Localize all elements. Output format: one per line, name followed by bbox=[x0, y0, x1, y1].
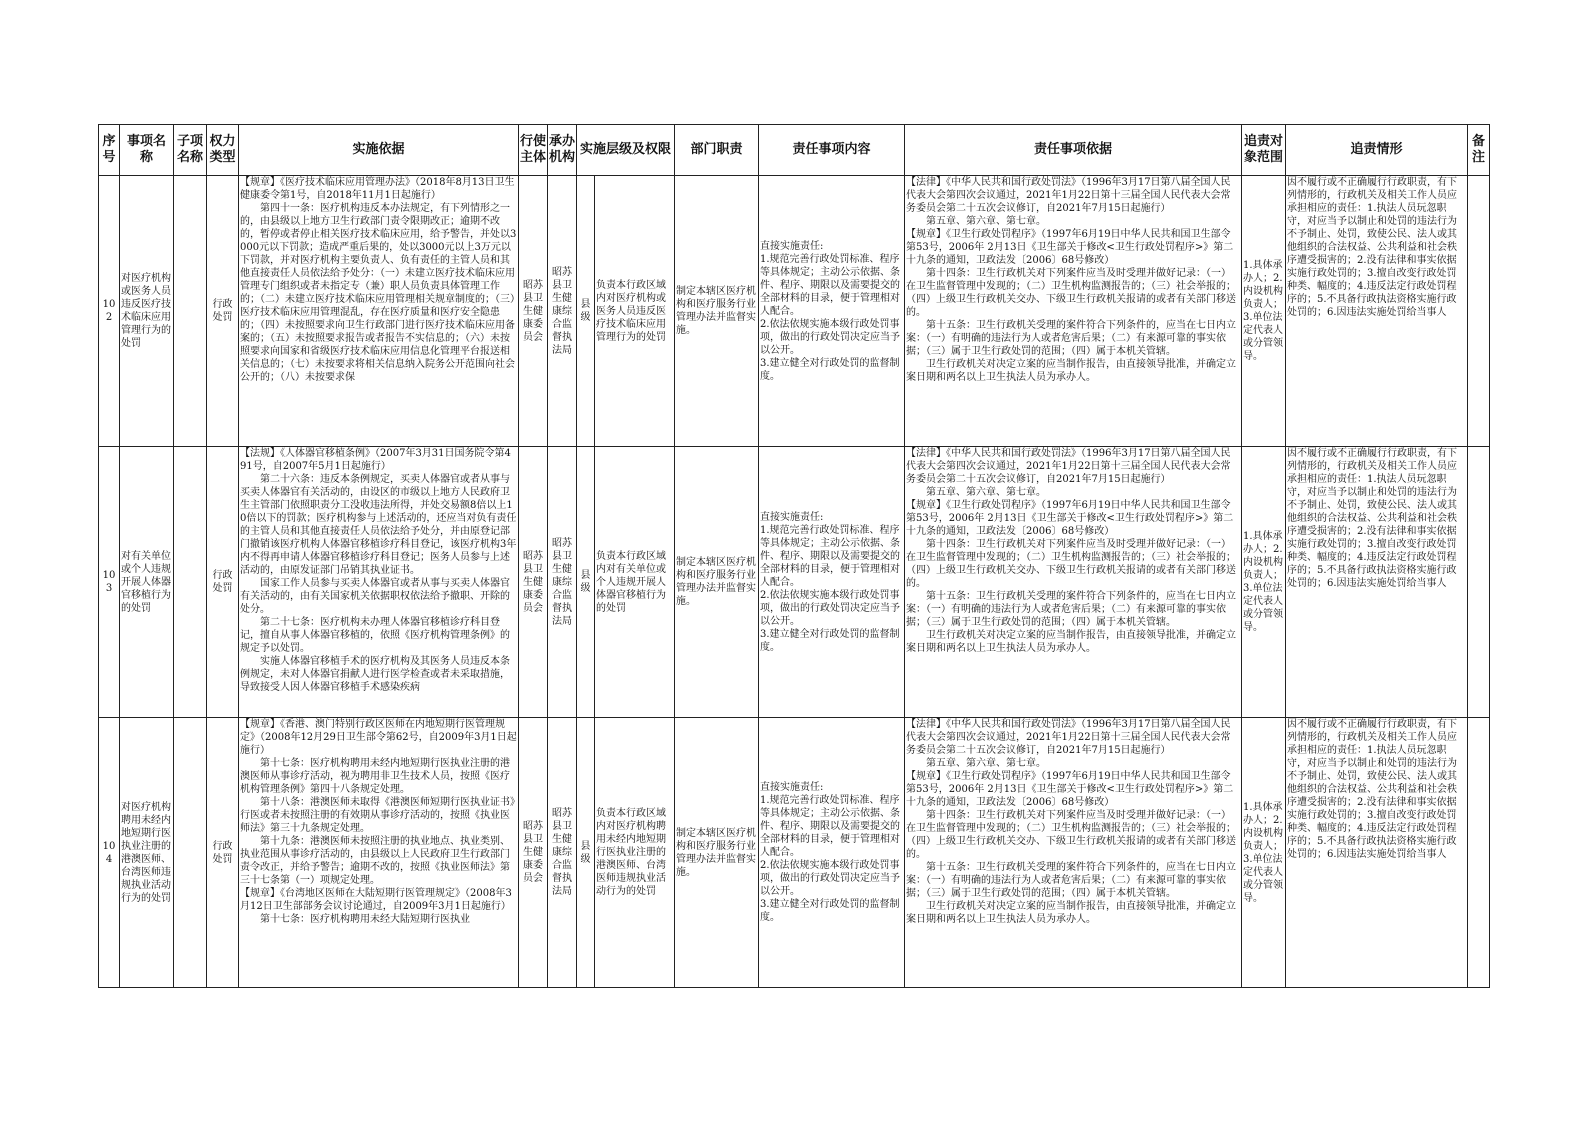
basis-line: 【规章】《医疗技术临床应用管理办法》（2018年8月13日卫生健康委令第1号，自2018年11月1日起施行） bbox=[240, 177, 515, 201]
sub-item-cell bbox=[174, 718, 207, 988]
subject-cell: 昭苏县卫生健康委员会 bbox=[519, 718, 548, 988]
table-row bbox=[99, 176, 1490, 447]
cases-cell: 因不履行或不正确履行行政职责，有下列情形的，行政机关及相关工作人员应承担相应的责任：1.执法人员玩忽职守，对应当予以制止和处罚的违法行为不予制止、处罚，致使公民、法人或其他组织的合法权益、公共利益和社会秩序遭受损害的；2.没有法律和事实依据实施行政处罚的；3.擅自改变行政处罚种类、幅度的；4.违反法定行政处罚程序的；5.不具备行政执法资格实施行政处罚的；6.因违法实施处罚给当事人 bbox=[1286, 176, 1468, 447]
basis-line: 第十八条：港澳医师未取得《港澳医师短期行医执业证书》行医或者未按照注册的有效期从事诊疗活动的，按照《执业医师法》第三十九条规定处理。 bbox=[240, 797, 515, 834]
resp-content-line: 直接实施责任: bbox=[760, 782, 824, 793]
basis-line: 【法规】《人体器官移植条例》（2007年3月31日国务院令第491号，自2007年5月1日起施行） bbox=[240, 448, 511, 472]
header-item-name: 事项名称 bbox=[120, 125, 174, 176]
header-level: 实施层级及权限 bbox=[577, 125, 675, 176]
power-type-cell: 行政处罚 bbox=[207, 176, 239, 447]
header-accountability-cases: 追责情形 bbox=[1286, 125, 1468, 176]
remarks-cell bbox=[1468, 176, 1490, 447]
scope-cell: 1.具体承办人；2.内设机构负责人；3.单位法定代表人或分管领导。 bbox=[1242, 447, 1286, 718]
remarks-cell bbox=[1468, 447, 1490, 718]
power-type-cell: 行政处罚 bbox=[207, 718, 239, 988]
resp-basis-line: 第五章、第六章、第七章。 bbox=[926, 216, 1047, 227]
resp-basis-line: 第十五条：卫生行政机关受理的案件符合下列条件的，应当在七日内立案：（一）有明确的违法行为人或者危害后果；（二）有来源可靠的事实依据；（三）属于卫生行政处罚的范围；（四）属于本机关管辖。 bbox=[906, 320, 1237, 357]
header-resp-basis: 责任事项依据 bbox=[905, 125, 1242, 176]
resp-content-line: 直接实施责任: bbox=[760, 511, 824, 523]
resp-basis-line: 第五章、第六章、第七章。 bbox=[926, 487, 1047, 498]
resp-content-line: 2.依法依规实施本级行政处罚事项，做出的行政处罚决定应当予以公开。 bbox=[760, 589, 901, 627]
basis-line: 第十七条：医疗机构聘用未经内地短期行医执业注册的港澳医师从事诊疗活动，视为聘用非卫生技术人员，按照《医疗机构管理条例》第四十八条规定处理。 bbox=[240, 758, 510, 795]
sub-item-cell bbox=[174, 447, 207, 718]
subject-cell: 昭苏县卫生健康委员会 bbox=[519, 176, 548, 447]
seq-cell: 102 bbox=[99, 176, 120, 447]
table-row bbox=[99, 447, 1490, 718]
seq-cell: 103 bbox=[99, 447, 120, 718]
resp-content-line: 2.依法依规实施本级行政处罚事项，做出的行政处罚决定应当予以公开。 bbox=[760, 318, 901, 356]
header-agency: 承办机构 bbox=[548, 125, 577, 176]
header-duty: 部门职责 bbox=[675, 125, 759, 176]
resp-basis-line: 第十四条：卫生行政机关对下列案件应当及时受理并做好记录：（一）在卫生监督管理中发现的；（二）卫生机构监测报告的；（三）社会举报的；（四）上级卫生行政机关交办、下级卫生行政机关报请的或者有关部门移送的。 bbox=[906, 539, 1237, 589]
header-remarks: 备注 bbox=[1468, 125, 1490, 176]
resp-content-line: 3.建立健全对行政处罚的监督制度。 bbox=[760, 899, 900, 923]
basis-line: 第二十六条：违反本条例规定，买卖人体器官或者从事与买卖人体器官有关活动的，由设区的市级以上地方人民政府卫生主管部门依照职责分工没收违法所得，并处交易额8倍以上10倍以下的罚款；医疗机构参与上述活动的，还应当对负有责任的主管人员和其他直接责任人员依法给予处分，并由原登记部门撤销该医疗机构人体器官移植诊疗科目登记，该医疗机构3年内不得再申请人体器官移植诊疗科目登记；医务人员参与上述活动的，由原发证部门吊销其执业证书。 bbox=[240, 474, 517, 576]
basis-cell bbox=[239, 447, 519, 718]
resp-basis-line: 【规章】《卫生行政处罚程序》（1997年6月19日中华人民共和国卫生部令第53号，2006年 2月13日《卫生部关于修改<卫生行政处罚程序>》第二十九条的通知，卫政法发〔2006〕68号修改） bbox=[906, 771, 1234, 808]
cases-cell: 因不履行或不正确履行行政职责，有下列情形的，行政机关及相关工作人员应承担相应的责任：1.执法人员玩忽职守，对应当予以制止和处罚的违法行为不予制止、处罚，致使公民、法人或其他组织的合法权益、公共利益和社会秩序遭受损害的；2.没有法律和事实依据实施行政处罚的；3.擅自改变行政处罚种类、幅度的；4.违反法定行政处罚程序的；5.不具备行政执法资格实施行政处罚的；6.因违法实施处罚给当事人 bbox=[1286, 718, 1468, 988]
level-cell: 县级 bbox=[577, 176, 595, 447]
header-resp-content: 责任事项内容 bbox=[759, 125, 905, 176]
item-name-cell: 对医疗机构或医务人员违反医疗技术临床应用管理行为的处罚 bbox=[120, 176, 174, 447]
resp-basis-line: 【法律】《中华人民共和国行政处罚法》（1996年3月17日第八届全国人民代表大会第四次会议通过，2021年1月22日第十三届全国人民代表大会常务委员会第二十五次会议修订，自2021年7月15日起施行） bbox=[906, 177, 1231, 214]
table-row bbox=[99, 718, 1490, 988]
basis-line: 实施人体器官移植手术的医疗机构及其医务人员违反本条例规定，未对人体器官捐献人进行医学检查或者未采取措施，导致接受人因人体器官移植手术感染疾病 bbox=[240, 656, 510, 693]
scope-cell: 1.具体承办人；2.内设机构负责人；3.单位法定代表人或分管领导。 bbox=[1242, 718, 1286, 988]
resp-basis-line: 【法律】《中华人民共和国行政处罚法》（1996年3月17日第八届全国人民代表大会第四次会议通过，2021年1月22日第十三届全国人民代表大会常务委员会第二十五次会议修订，自2021年7月15日起施行） bbox=[906, 719, 1231, 756]
level-desc-cell: 负责本行政区域内对医疗机构聘用未经内地短期行医执业注册的港澳医师、台湾医师违规执业活动行为的处罚 bbox=[595, 718, 675, 988]
header-basis: 实施依据 bbox=[239, 125, 519, 176]
power-type-cell: 行政处罚 bbox=[207, 447, 239, 718]
remarks-cell bbox=[1468, 718, 1490, 988]
header-sub-item: 子项名称 bbox=[174, 125, 207, 176]
basis-cell bbox=[239, 718, 519, 988]
basis-line: 第四十一条：医疗机构违反本办法规定，有下列情形之一的，由县级以上地方卫生行政部门责令限期改正；逾期不改的，暂停或者停止相关医疗技术临床应用，给予警告，并处以3000元以下罚款；造成严重后果的，处以3000元以上3万元以下罚款，并对医疗机构主要负责人、负有责任的主管人员和其他直接责任人员依法给予处分：（一）未建立医疗技术临床应用管理专门组织或者未指定专（兼）职人员负责具体管理工作的；（二）未建立医疗技术临床应用管理相关规章制度的；（三）医疗技术临床应用管理混乱，存在医疗质量和医疗安全隐患的；（四）未按照要求向卫生行政部门进行医疗技术临床应用备案的；（五）未按照要求报告或者报告不实信息的；（六）未按照要求向国家和省级医疗技术临床应用信息化管理平台报送相关信息的；（七）未按要求将相关信息纳入院务公开范围向社会公开的；（八）未按要求保 bbox=[240, 203, 517, 383]
resp-basis-line: 【规章】《卫生行政处罚程序》（1997年6月19日中华人民共和国卫生部令第53号，2006年 2月13日《卫生部关于修改<卫生行政处罚程序>》第二十九条的通知，卫政法发〔2006〕68号修改） bbox=[906, 500, 1234, 537]
agency-cell: 昭苏县卫生健康综合监督执法局 bbox=[548, 447, 577, 718]
resp-content-cell bbox=[759, 176, 905, 447]
resp-basis-line: 【法律】《中华人民共和国行政处罚法》（1996年3月17日第八届全国人民代表大会第四次会议通过，2021年1月22日第十三届全国人民代表大会常务委员会第二十五次会议修订，自2021年7月15日起施行） bbox=[906, 448, 1231, 485]
resp-content-line: 1.规范完善行政处罚标准、程序等具体规定；主动公示依据、条件、程序、期限以及需要提交的全部材料的目录，便于管理相对人配合。 bbox=[760, 795, 901, 858]
agency-cell: 昭苏县卫生健康综合监督执法局 bbox=[548, 718, 577, 988]
duty-cell: 制定本辖区医疗机构和医疗服务行业管理办法并监督实施。 bbox=[675, 447, 759, 718]
basis-line: 第十七条：医疗机构聘用未经大陆短期行医执业 bbox=[260, 914, 470, 925]
header-seq: 序号 bbox=[99, 125, 120, 176]
header-accountability-scope: 追责对象范围 bbox=[1242, 125, 1286, 176]
resp-basis-line: 卫生行政机关对决定立案的应当制作报告，由直接领导批准，并确定立案日期和两名以上卫生执法人员为承办人。 bbox=[906, 901, 1237, 925]
resp-basis-line: 卫生行政机关对决定立案的应当制作报告，由直接领导批准，并确定立案日期和两名以上卫生执法人员为承办人。 bbox=[906, 630, 1237, 654]
scope-cell: 1.具体承办人；2.内设机构负责人；3.单位法定代表人或分管领导。 bbox=[1242, 176, 1286, 447]
resp-basis-line: 第十四条：卫生行政机关对下列案件应当及时受理并做好记录：（一）在卫生监督管理中发现的；（二）卫生机构监测报告的；（三）社会举报的；（四）上级卫生行政机关交办、下级卫生行政机关报请的或者有关部门移送的。 bbox=[906, 810, 1237, 860]
header-subject: 行使主体 bbox=[519, 125, 548, 176]
item-name-cell: 对医疗机构聘用未经内地短期行医执业注册的港澳医师、台湾医师违规执业活动行为的处罚 bbox=[120, 718, 174, 988]
agency-cell: 昭苏县卫生健康综合监督执法局 bbox=[548, 176, 577, 447]
sub-item-cell bbox=[174, 176, 207, 447]
level-cell: 县级 bbox=[577, 718, 595, 988]
resp-content-line: 3.建立健全对行政处罚的监督制度。 bbox=[760, 628, 900, 653]
resp-basis-line: 【规章】《卫生行政处罚程序》（1997年6月19日中华人民共和国卫生部令第53号，2006年 2月13日《卫生部关于修改<卫生行政处罚程序>》第二十九条的通知，卫政法发〔2006〕68号修改） bbox=[906, 229, 1234, 266]
subject-cell: 昭苏县卫生健康委员会 bbox=[519, 447, 548, 718]
level-desc-cell: 负责本行政区域内对医疗机构或医务人员违反医疗技术临床应用管理行为的处罚 bbox=[595, 176, 675, 447]
level-cell: 县级 bbox=[577, 447, 595, 718]
resp-basis-line: 第十五条：卫生行政机关受理的案件符合下列条件的，应当在七日内立案：（一）有明确的违法行为人或者危害后果；（二）有来源可靠的事实依据；（三）属于卫生行政处罚的范围；（四）属于本机关管辖。 bbox=[906, 862, 1237, 899]
seq-cell: 104 bbox=[99, 718, 120, 988]
basis-line: 第二十七条：医疗机构未办理人体器官移植诊疗科目登记，擅自从事人体器官移植的，依照《医疗机构管理条例》的规定予以处罚。 bbox=[240, 617, 510, 654]
item-name-cell: 对有关单位或个人违规开展人体器官移植行为的处罚 bbox=[120, 447, 174, 718]
resp-basis-cell bbox=[905, 176, 1242, 447]
resp-basis-line: 第十四条：卫生行政机关对下列案件应当及时受理并做好记录：（一）在卫生监督管理中发现的；（二）卫生机构监测报告的；（三）社会举报的；（四）上级卫生行政机关交办、下级卫生行政机关报请的或者有关部门移送的。 bbox=[906, 268, 1237, 318]
resp-content-cell bbox=[759, 447, 905, 718]
resp-content-line: 1.规范完善行政处罚标准、程序等具体规定；主动公示依据、条件、程序、期限以及需要提交的全部材料的目录，便于管理相对人配合。 bbox=[760, 524, 901, 588]
resp-basis-line: 卫生行政机关对决定立案的应当制作报告，由直接领导批准，并确定立案日期和两名以上卫生执法人员为承办人。 bbox=[906, 359, 1237, 383]
header-row bbox=[99, 125, 1490, 176]
basis-line: 【规章】《台湾地区医师在大陆短期行医管理规定》（2008年3月12日卫生部部务会议讨论通过，自2009年3月1日起施行） bbox=[240, 888, 512, 912]
power-list-table bbox=[98, 124, 1490, 988]
duty-cell: 制定本辖区医疗机构和医疗服务行业管理办法并监督实施。 bbox=[675, 718, 759, 988]
resp-content-line: 直接实施责任: bbox=[760, 240, 824, 252]
header-power-type: 权力类型 bbox=[207, 125, 239, 176]
basis-line: 国家工作人员参与买卖人体器官或者从事与买卖人体器官有关活动的，由有关国家机关依据职权依法给予撤职、开除的处分。 bbox=[240, 578, 510, 615]
resp-content-line: 3.建立健全对行政处罚的监督制度。 bbox=[760, 357, 900, 382]
basis-line: 【规章】《香港、澳门特别行政区医师在内地短期行医管理规定》（2008年12月29日卫生部令第62号，自2009年3月1日起施行） bbox=[240, 719, 517, 756]
duty-cell: 制定本辖区医疗机构和医疗服务行业管理办法并监督实施。 bbox=[675, 176, 759, 447]
cases-cell: 因不履行或不正确履行行政职责，有下列情形的，行政机关及相关工作人员应承担相应的责任：1.执法人员玩忽职守，对应当予以制止和处罚的违法行为不予制止、处罚，致使公民、法人或其他组织的合法权益、公共利益和社会秩序遭受损害的；2.没有法律和事实依据实施行政处罚的；3.擅自改变行政处罚种类、幅度的；4.违反法定行政处罚程序的；5.不具备行政执法资格实施行政处罚的；6.因违法实施处罚给当事人 bbox=[1286, 447, 1468, 718]
resp-basis-line: 第五章、第六章、第七章。 bbox=[926, 758, 1047, 769]
level-desc-cell: 负责本行政区域内对有关单位或个人违规开展人体器官移植行为的处罚 bbox=[595, 447, 675, 718]
basis-line: 第十九条：港澳医师未按照注册的执业地点、执业类别、执业范围从事诊疗活动的，由县级以上人民政府卫生行政部门责令改正，并给予警告；逾期不改的，按照《执业医师法》第三十七条第（一）项规定处理。 bbox=[240, 836, 510, 886]
resp-basis-cell bbox=[905, 718, 1242, 988]
resp-content-line: 2.依法依规实施本级行政处罚事项，做出的行政处罚决定应当予以公开。 bbox=[760, 860, 901, 897]
resp-content-cell bbox=[759, 718, 905, 988]
basis-cell bbox=[239, 176, 519, 447]
resp-basis-cell bbox=[905, 447, 1242, 718]
resp-basis-line: 第十五条：卫生行政机关受理的案件符合下列条件的，应当在七日内立案：（一）有明确的违法行为人或者危害后果；（二）有来源可靠的事实依据；（三）属于卫生行政处罚的范围；（四）属于本机关管辖。 bbox=[906, 591, 1237, 628]
resp-content-line: 1.规范完善行政处罚标准、程序等具体规定；主动公示依据、条件、程序、期限以及需要提交的全部材料的目录，便于管理相对人配合。 bbox=[760, 253, 901, 317]
